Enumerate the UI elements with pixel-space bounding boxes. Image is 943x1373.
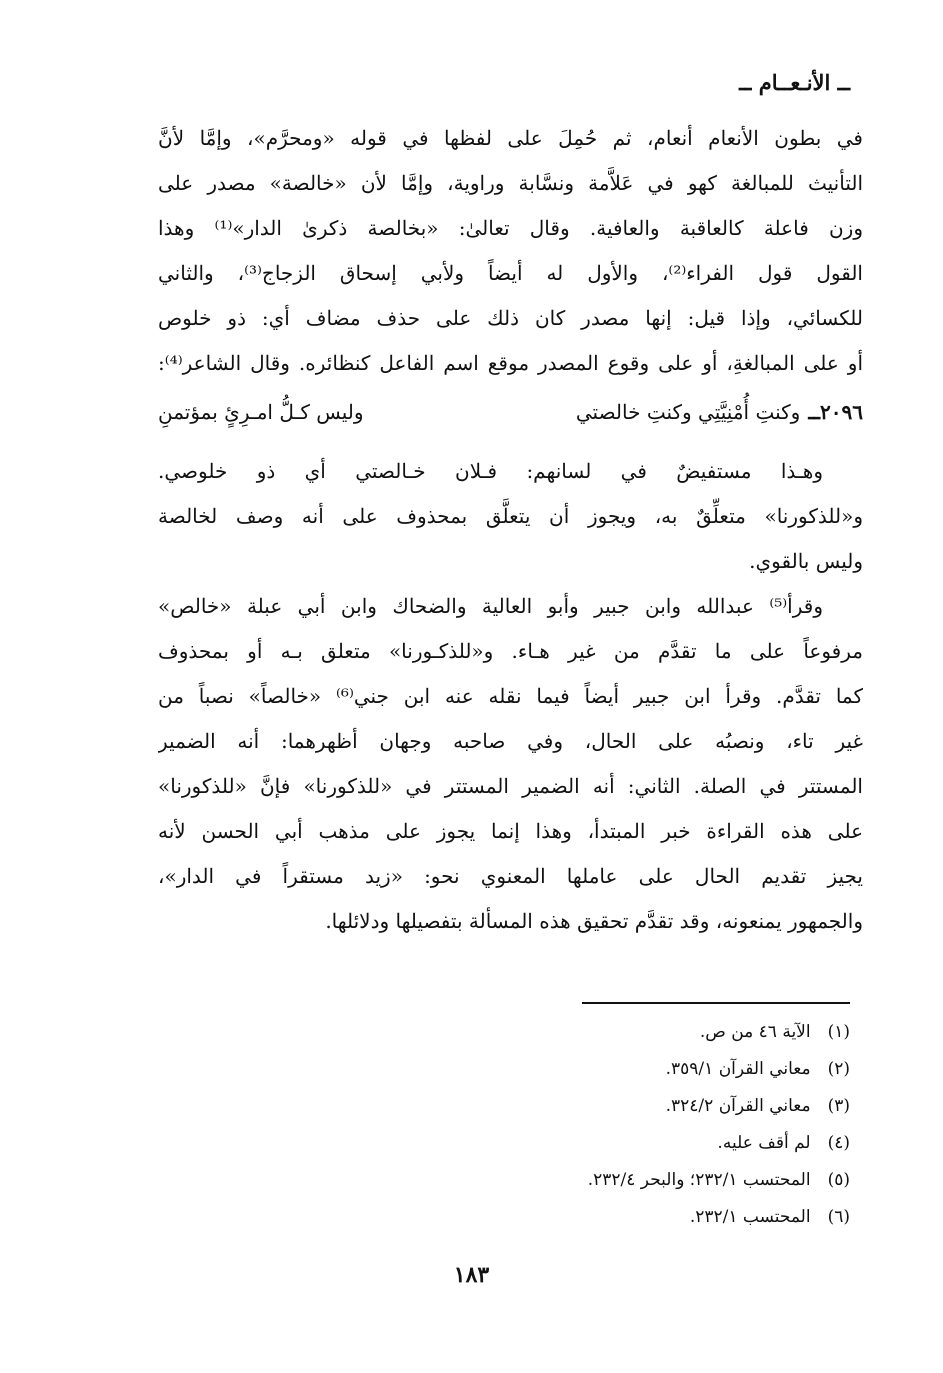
footnote-item [160, 1199, 850, 1236]
footnote-item [160, 1088, 850, 1125]
footnote-number: (٢) [827, 1059, 850, 1079]
verse-second-hemistich: وليس كـلُّ امـرِئٍ بمؤتمنِ [158, 400, 364, 424]
paragraph-2 [158, 449, 863, 584]
footnote-text: المحتسب ٢٣٢/١. [689, 1207, 811, 1227]
footnote-number: (٣) [827, 1096, 850, 1116]
footnote-text: المحتسب ٢٣٢/١؛ والبحر ٢٣٢/٤. [587, 1170, 811, 1190]
footnote-text: الآية ٤٦ من ص. [699, 1022, 811, 1042]
footnote-number: (١) [827, 1022, 850, 1042]
text-line: المستتر في الصلة. الثاني: أنه الضمير المستتر في «للذكورنا» فإنَّ «للذكورنا» [158, 774, 863, 798]
text-line: وزن فاعلة كالعاقبة والعافية. وقال تعالىٰ: «بخالصة ذكرىٰ الدار»⁽¹⁾ وهذا [158, 216, 863, 240]
footnote-item [160, 1162, 850, 1199]
footnote-number: (٦) [827, 1207, 850, 1227]
footnote-number: (٥) [827, 1170, 850, 1190]
text-line: وليس بالقوي. [749, 549, 863, 573]
footnote-separator [582, 1002, 850, 1004]
footnote-text: لم أقف عليه. [717, 1133, 811, 1153]
footnote-item [160, 1014, 850, 1051]
page-number: ١٨٣ [453, 1262, 490, 1288]
verse-first-hemistich: وكنتِ أُمْنِيَّتِي وكنتِ خالصتي [575, 400, 801, 424]
poetry-verse [158, 390, 863, 435]
text-line: أو على المبالغةِ، أو على وقوع المصدر موقع اسم الفاعل كنظائره. وقال الشاعر⁽⁴⁾: [158, 351, 863, 375]
main-text [158, 116, 863, 944]
verse-number: ٢٠٩٦ــ [808, 400, 863, 424]
footnote-number: (٤) [827, 1133, 850, 1153]
text-line: وهـذا مستفيضٌ في لسانهم: فـلان خـالصتي أي ذو خلوصي. [158, 459, 823, 483]
footnote-text: معاني القرآن ٣٥٩/١. [665, 1059, 811, 1079]
footnote-item [160, 1125, 850, 1162]
text-line: في بطون الأنعام أنعام، ثم حُمِلَ على لفظها في قوله «ومحرَّم»، وإمَّا لأنَّ [158, 126, 863, 150]
text-line: و«للذكورنا» متعلِّقٌ به، ويجوز أن يتعلَّق بمحذوف على أنه وصف لخالصة [158, 504, 863, 528]
text-line: للكسائي، وإذا قيل: إنها مصدر كان ذلك على حذف مضاف أي: ذو خلوص [158, 306, 863, 330]
text-line: غير تاء، ونصبُه على الحال، وفي صاحبه وجهان أظهرهما: أنه الضمير [158, 729, 863, 753]
text-line: يجيز تقديم الحال على عاملها المعنوي نحو: «زيد مستقراً في الدار»، [158, 864, 863, 888]
footnote-item [160, 1051, 850, 1088]
running-header: ــ الأنـعــام ــ [739, 70, 850, 95]
text-line: كما تقدَّم. وقرأ ابن جبير أيضاً فيما نقله عنه ابن جني⁽⁶⁾ «خالصاً» نصباً من [158, 684, 863, 708]
text-line: مرفوعاً على ما تقدَّم من غير هـاء. و«للذكـورنا» متعلق بـه أو بمحذوف [158, 639, 863, 663]
paragraph-3 [158, 584, 863, 944]
text-line: القول قول الفراء⁽²⁾، والأول له أيضاً ولأبي إسحاق الزجاج⁽³⁾، والثاني [158, 261, 863, 285]
paragraph-1 [158, 116, 863, 386]
footnotes [160, 1014, 850, 1236]
text-line: التأنيث للمبالغة كهو في عَلاَّمة ونسَّابة وراوية، وإمَّا لأن «خالصة» مصدر على [158, 171, 863, 195]
text-line: على هذه القراءة خبر المبتدأ، وهذا إنما يجوز على مذهب أبي الحسن لأنه [158, 819, 863, 843]
text-line: وقرأ⁽⁵⁾ عبدالله وابن جبير وأبو العالية والضحاك وابن أبي عبلة «خالص» [158, 594, 823, 618]
text-line: والجمهور يمنعونه، وقد تقدَّم تحقيق هذه المسألة بتفصيلها ودلائلها. [325, 909, 863, 933]
footnote-text: معاني القرآن ٣٢٤/٢. [665, 1096, 811, 1116]
